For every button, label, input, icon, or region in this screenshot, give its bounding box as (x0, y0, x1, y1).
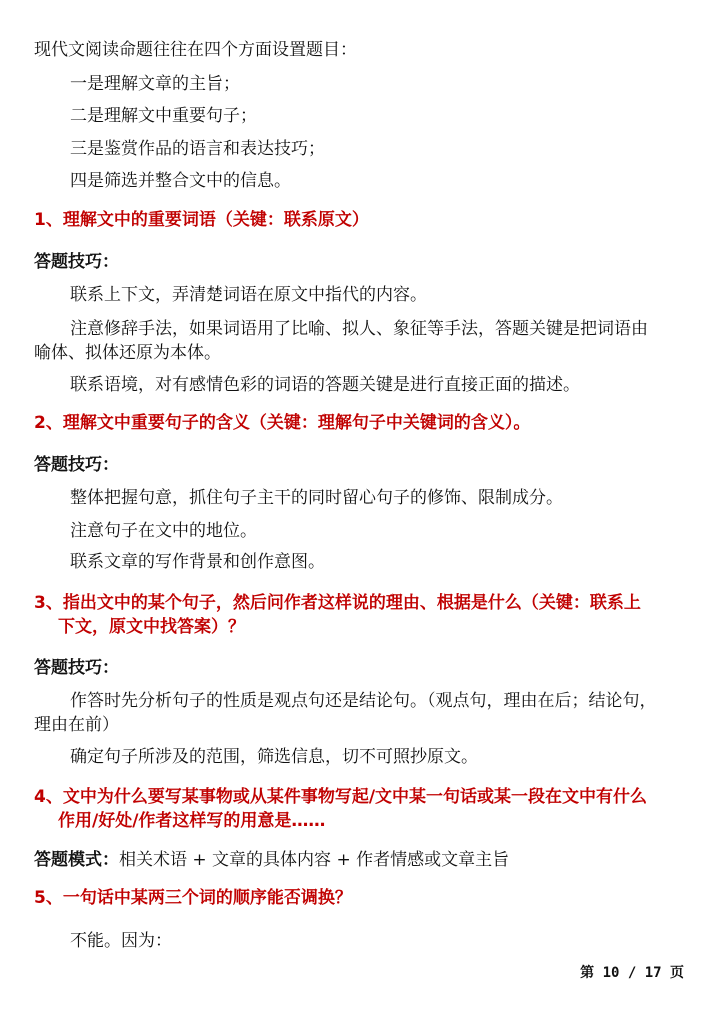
section-2-label: 答题技巧： (34, 455, 119, 475)
section-4-text: 相关术语 + 文章的具体内容 + 作者情感或文章主旨 (119, 850, 510, 870)
section-1-item-3: 联系语境，对有感情色彩的词语的答题关键是进行直接正面的描述。 (70, 375, 580, 395)
section-3-item-1: 作答时先分析句子的性质是观点句还是结论句。（观点句，理由在后；结论句， (70, 691, 657, 711)
section-1-label: 答题技巧： (34, 252, 119, 272)
section-2-item-1: 整体把握句意，抓住句子主干的同时留心句子的修饰、限制成分。 (70, 488, 563, 508)
section-3-heading-line-1: 3、指出文中的某个句子，然后问作者这样说的理由、根据是什么（关键：联系上 (34, 593, 641, 613)
section-2-heading: 2、理解文中重要句子的含义（关键：理解句子中关键词的含义）。 (34, 413, 531, 433)
section-1-heading: 1、理解文中的重要词语（关键：联系原文） (34, 210, 369, 230)
section-5-heading: 5、一句话中某两三个词的顺序能否调换？ (34, 888, 352, 908)
section-1-item-2-cont: 喻体、拟体还原为本体。 (34, 343, 221, 363)
section-4-heading-line-1: 4、文中为什么要写某事物或从某件事物写起/文中某一句话或某一段在文中有什么 (34, 787, 648, 807)
intro-item-1: 一是理解文章的主旨； (70, 74, 240, 94)
section-2-item-3: 联系文章的写作背景和创作意图。 (70, 552, 325, 572)
section-3-item-2: 确定句子所涉及的范围，筛选信息，切不可照抄原文。 (70, 747, 478, 767)
section-5-item-1: 不能。因为： (70, 931, 172, 951)
intro-item-2: 二是理解文中重要句子； (70, 106, 257, 126)
section-4-answer-pattern (34, 848, 690, 872)
section-4-label: 答题模式： (34, 850, 119, 870)
section-3-item-1-cont: 理由在前） (34, 715, 119, 735)
section-1-item-2: 注意修辞手法，如果词语用了比喻、拟人、象征等手法，答题关键是把词语由 (70, 319, 648, 339)
section-3-label: 答题技巧： (34, 658, 119, 678)
section-4-heading-line-2: 作用/好处/作者这样写的用意是…… (58, 811, 326, 831)
page-number: 第 10 / 17 页 (580, 965, 684, 981)
section-2-item-2: 注意句子在文中的地位。 (70, 521, 257, 541)
intro-item-4: 四是筛选并整合文中的信息。 (70, 171, 291, 191)
intro-title: 现代文阅读命题往往在四个方面设置题目： (34, 40, 357, 60)
section-3-heading-line-2: 下文，原文中找答案）？ (58, 617, 245, 637)
intro-item-3: 三是鉴赏作品的语言和表达技巧； (70, 139, 325, 159)
section-1-item-1: 联系上下文，弄清楚词语在原文中指代的内容。 (70, 285, 427, 305)
